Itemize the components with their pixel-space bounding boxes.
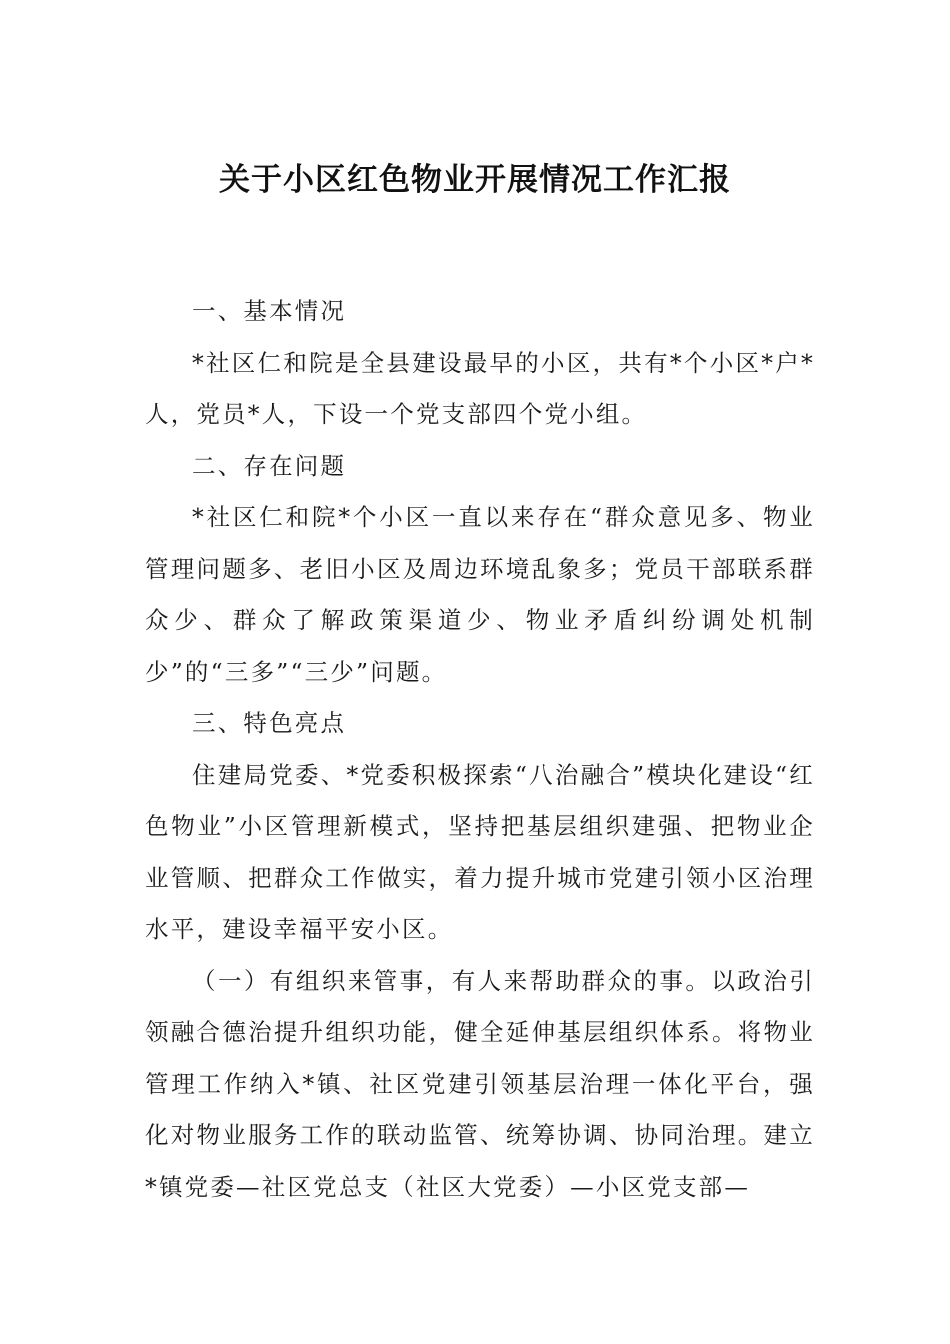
document-body xyxy=(145,286,815,1213)
paragraph-basic-situation: *社区仁和院是全县建设最早的小区，共有*个小区*户*人，党员*人，下设一个党支部四个党小组。 xyxy=(145,348,815,428)
document-title: 关于小区红色物业开展情况工作汇报 xyxy=(219,162,731,198)
section-heading-highlights: 三、特色亮点 xyxy=(192,709,347,737)
section-heading-basic-situation: 一、基本情况 xyxy=(192,297,347,325)
paragraph-existing-problems: *社区仁和院*个小区一直以来存在“群众意见多、物业管理问题多、老旧小区及周边环境乱象多；党员干部联系群众少、群众了解政策渠道少、物业矛盾纠纷调处机制少”的“三多”“三少”问题。 xyxy=(145,503,815,686)
paragraph-highlights: 住建局党委、*党委积极探索“八治融合”模块化建设“红色物业”小区管理新模式，坚持把基层组织建强、把物业企业管顺、把群众工作做实，着力提升城市党建引领小区治理水平，建设幸福平安小区。 xyxy=(145,760,815,943)
section-heading-existing-problems: 二、存在问题 xyxy=(192,451,347,480)
paragraph-organization: （一）有组织来管事，有人来帮助群众的事。以政治引领融合德治提升组织功能，健全延伸基层组织体系。将物业管理工作纳入*镇、社区党建引领基层治理一体化平台，强化对物业服务工作的联动监管、统筹协调、协同治理。建立*镇党委—社区党总支（社区大党委）—小区党支部— xyxy=(145,966,815,1201)
